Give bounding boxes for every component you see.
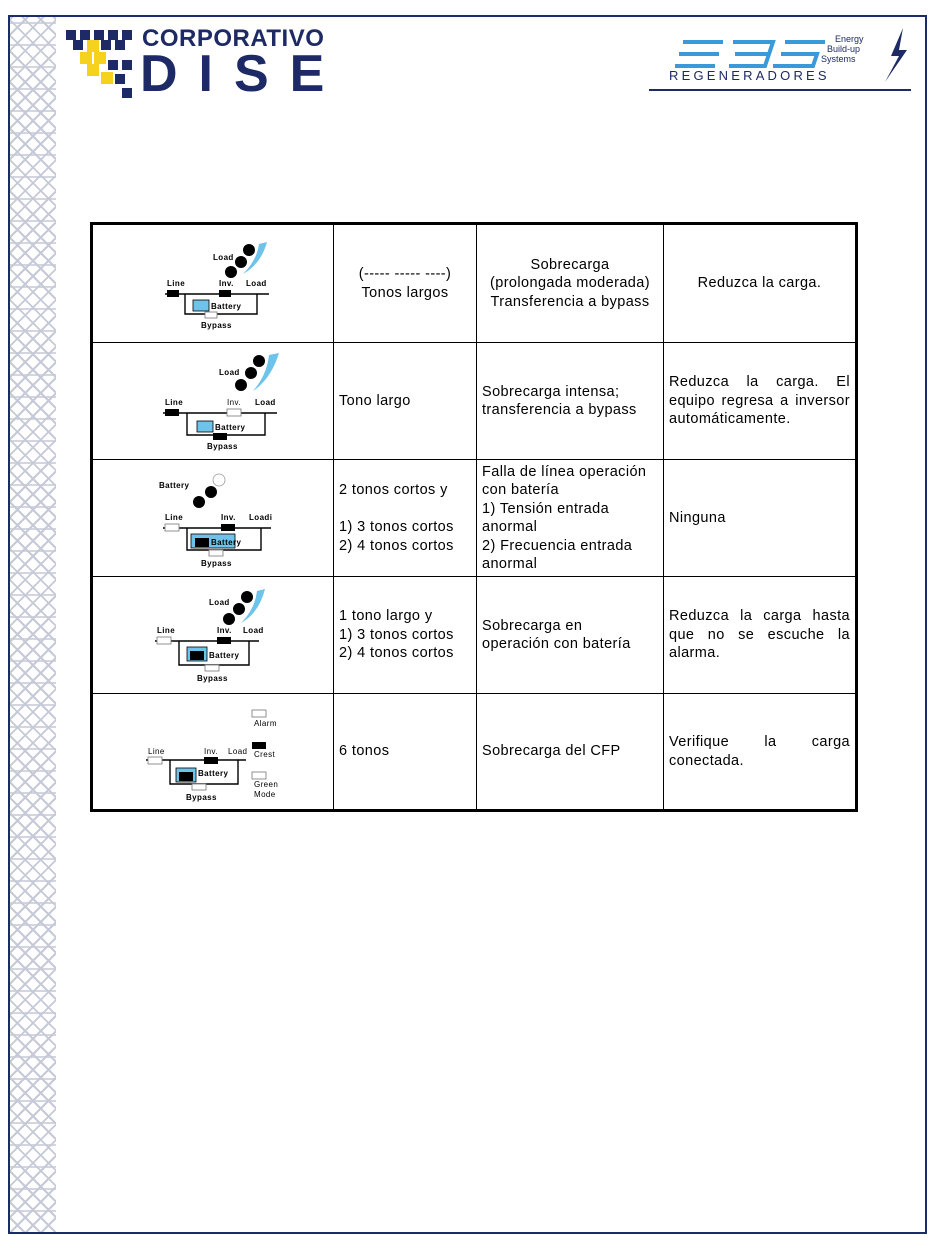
green-label: Green xyxy=(254,779,279,789)
line-label: Line xyxy=(157,626,176,635)
logo-dise-text: DISE xyxy=(140,45,346,103)
status-diagram-cell xyxy=(92,694,334,811)
logo-tagline-systems: Systems xyxy=(821,54,856,64)
line-label: Line xyxy=(148,746,165,756)
inv-label: Inv. xyxy=(217,626,232,635)
load-label: Load xyxy=(246,278,267,288)
table-row xyxy=(92,694,857,811)
tone-text: Tono largo xyxy=(339,392,411,409)
inv-label: Inv. xyxy=(227,398,241,407)
battery-label: Battery xyxy=(209,651,240,660)
action-cell: Reduzca la carga. xyxy=(664,224,857,343)
tone-text: 2) 4 tonos cortos xyxy=(339,537,454,554)
inv-label: Inv. xyxy=(221,513,236,522)
line-label: Line xyxy=(165,398,184,407)
status-diagram-cell xyxy=(92,577,334,694)
alarm-codes-table xyxy=(90,222,858,812)
tone-cell xyxy=(334,343,477,460)
crest-label: Crest xyxy=(254,749,276,759)
tone-cell xyxy=(334,224,477,343)
line-label: Line xyxy=(167,278,186,288)
status-diagram-cell xyxy=(92,343,334,460)
condition-cell xyxy=(477,577,664,694)
load-label: Load xyxy=(209,598,230,607)
battery-label: Battery xyxy=(211,538,242,547)
condition-cell xyxy=(477,694,664,811)
pfc-overload-diagram-icon xyxy=(138,700,288,804)
inv-label: Inv. xyxy=(219,278,234,288)
tone-text: 2) 4 tonos cortos xyxy=(339,645,454,662)
condition-text: 1) Tensión entrada anormal xyxy=(482,500,610,535)
tone-text xyxy=(339,500,471,519)
load-label: Load xyxy=(219,368,240,377)
tone-text: 6 tonos xyxy=(339,743,390,760)
bypass-label: Bypass xyxy=(197,674,228,683)
bypass-label: Bypass xyxy=(207,442,238,451)
load-label: Load xyxy=(243,626,264,635)
battery-overload-diagram-icon xyxy=(143,583,283,687)
condition-text: Sobrecarga en xyxy=(482,617,583,634)
lightning-icon xyxy=(885,28,907,82)
tone-text: 2 tonos cortos y xyxy=(339,482,448,498)
load-label: Load xyxy=(228,746,248,756)
battery-mode-diagram-icon xyxy=(143,466,283,570)
mode-label: Mode xyxy=(254,789,276,799)
action-cell: Reduzca la carga. El equipo regresa a inversor automáticamente. xyxy=(664,343,857,460)
status-diagram-cell xyxy=(92,224,334,343)
condition-text: 2) Frecuencia entrada anormal xyxy=(482,537,633,572)
line-label: Line xyxy=(165,513,184,522)
decorative-side-strip xyxy=(10,17,56,1232)
load-label: Load xyxy=(255,398,276,407)
alarm-label: Alarm xyxy=(254,718,277,728)
condition-text: Sobrecarga xyxy=(530,256,610,273)
bypass-label: Bypass xyxy=(201,320,232,330)
status-diagram-cell xyxy=(92,460,334,577)
condition-cell xyxy=(477,460,664,577)
table-row xyxy=(92,460,857,577)
logo-regeneradores-text: REGENERADORES xyxy=(669,68,830,83)
condition-text: Sobrecarga intensa; xyxy=(482,383,620,400)
action-cell: Reduzca la carga hasta que no se escuche la alarma. xyxy=(664,577,857,694)
condition-text: Transferencia a bypass xyxy=(490,293,650,310)
logo-corporativo-text: CORPORATIVO xyxy=(142,25,325,52)
loadi-label: Loadi xyxy=(249,513,273,522)
inv-label: Inv. xyxy=(204,746,218,756)
table-row xyxy=(92,343,857,460)
logo-tagline-buildup: Build-up xyxy=(827,44,861,54)
battery-label: Battery xyxy=(198,768,229,778)
bypass-label: Bypass xyxy=(186,792,217,802)
overload-diagram-icon xyxy=(143,234,283,334)
battery-label: Battery xyxy=(215,423,246,432)
load-label: Load xyxy=(213,252,234,262)
condition-text: transferencia a bypass xyxy=(482,402,637,418)
table-row xyxy=(92,577,857,694)
tone-text: 1) 3 tonos cortos xyxy=(339,519,454,535)
bypass-overload-diagram-icon xyxy=(143,349,283,453)
logo-tagline-energy: Energy xyxy=(835,34,864,44)
table-row xyxy=(92,224,857,343)
condition-text: Sobrecarga del CFP xyxy=(482,743,621,760)
condition-text: Falla de línea operación con batería xyxy=(482,463,647,498)
e3s-logo xyxy=(645,28,915,94)
condition-cell xyxy=(477,343,664,460)
action-cell: Ninguna xyxy=(664,460,857,577)
tone-text: 1 tono largo y xyxy=(339,608,433,625)
battery-label: Battery xyxy=(211,301,242,311)
condition-text: (prolongada moderada) xyxy=(490,275,650,292)
tone-text: (----- ----- ----) xyxy=(358,266,452,282)
action-cell: Verifique la carga conectada. xyxy=(664,694,857,811)
condition-cell xyxy=(477,224,664,343)
battery-label: Battery xyxy=(159,481,190,490)
tone-text: 1) 3 tonos cortos xyxy=(339,626,454,643)
bypass-label: Bypass xyxy=(201,559,232,568)
tone-cell xyxy=(334,460,477,577)
tone-cell xyxy=(334,694,477,811)
tone-cell xyxy=(334,577,477,694)
condition-text: operación con batería xyxy=(482,636,631,652)
tone-text: Tonos largos xyxy=(361,284,449,301)
